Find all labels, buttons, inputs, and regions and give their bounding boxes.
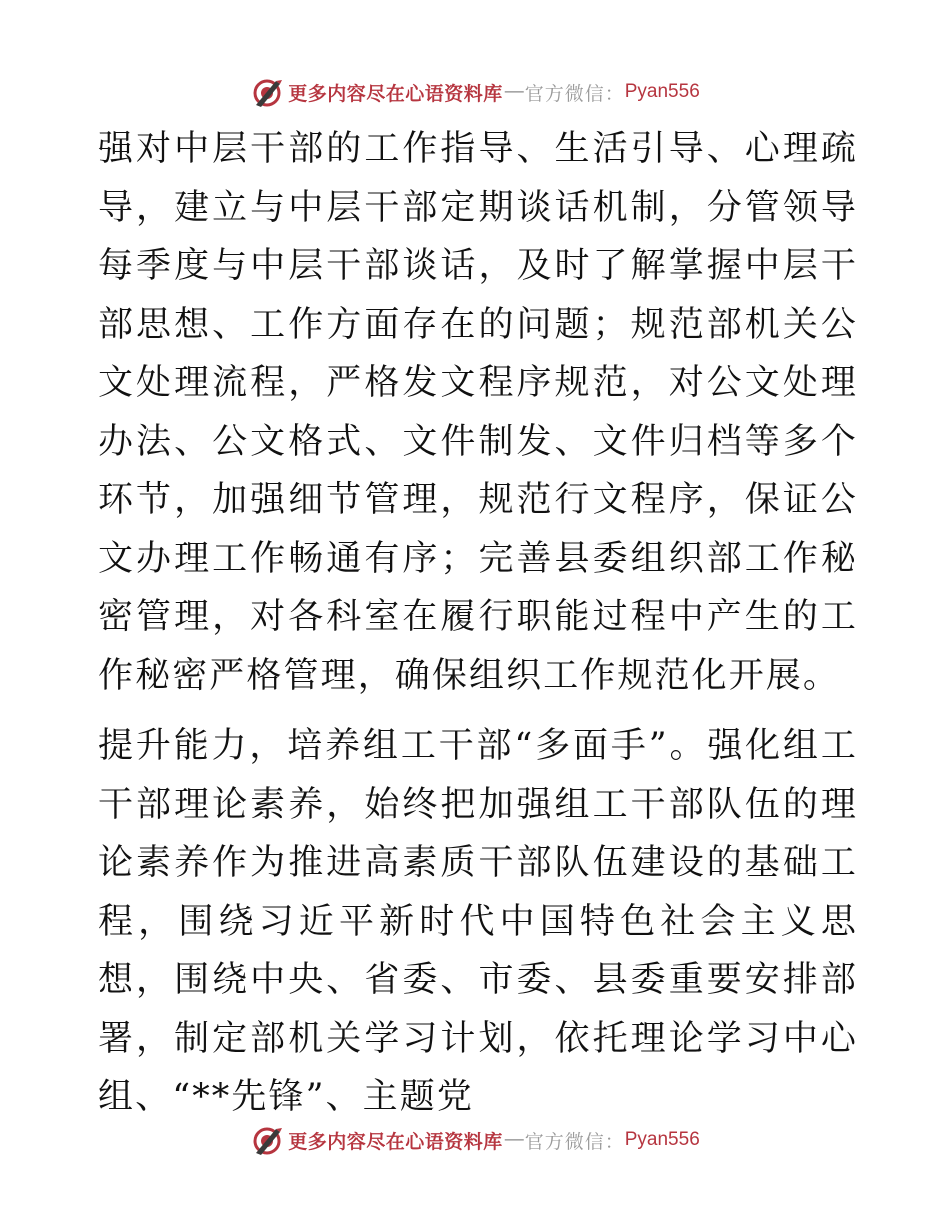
header-watermark [0,72,950,112]
paragraph-2: 提升能力，培养组工干部“多面手”。强化组工干部理论素养，始终把加强组工干部队伍的理论素养作为推进高素质干部队伍建设的基础工程，围绕习近平新时代中国特色社会主义思想，围绕中央、省委、市委、县委重要安排部署，制定部机关学习计划，依托理论学习中心组、“**先锋”、主题党 [98,726,858,1117]
brand-text: 更多内容尽在心语资料库 [288,82,503,105]
wechat-id: Pyan556 [624,1129,700,1150]
document-body [98,120,858,1127]
paragraph-1: 强对中层干部的工作指导、生活引导、心理疏导，建立与中层干部定期谈话机制，分管领导每季度与中层干部谈话，及时了解掌握中层干部思想、工作方面存在的问题；规范部机关公文处理流程，严格发文程序规范，对公文处理办法、公文格式、文件制发、文件归档等多个环节，加强细节管理，规范行文程序，保证公文办理工作畅通有序；完善县委组织部工作秘密管理，对各科室在履行职能过程中产生的工作秘密严格管理，确保组织工作规范化开展。 [98,129,858,696]
separator: — [504,81,523,102]
pen-logo-icon [250,1123,284,1157]
wechat-id: Pyan556 [624,81,700,102]
wechat-label: 官方微信： [524,1130,625,1153]
pen-logo-icon [250,75,284,109]
separator: — [504,1129,523,1150]
footer-watermark [0,1120,950,1160]
brand-text: 更多内容尽在心语资料库 [288,1130,503,1153]
wechat-label: 官方微信： [524,82,625,105]
